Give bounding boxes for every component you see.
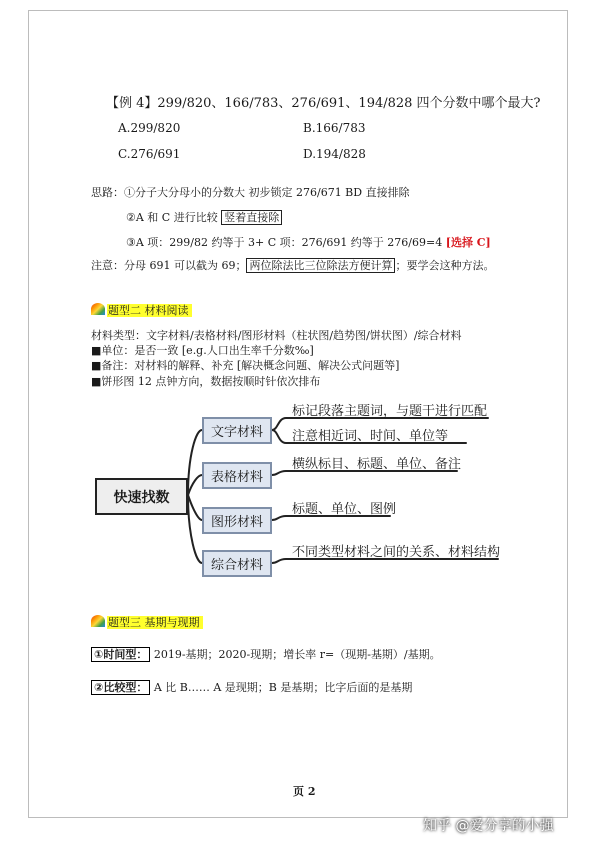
mindmap-branch-graph: 图形材料 bbox=[202, 507, 272, 534]
analysis-line-2 bbox=[126, 209, 282, 225]
analysis-line-3-text: ③A 项：299/82 约等于 3+ C 项：276/691 约等于 276/69=4 bbox=[126, 236, 443, 249]
mindmap-leaf: 标记段落主题词，与题干进行匹配 bbox=[292, 404, 488, 419]
option-b: B.166/783 bbox=[303, 121, 366, 135]
compare-type-text: A 比 B…… A 是现期；B 是基期；比字后面的是基期 bbox=[153, 681, 413, 694]
option-a: A.299/820 bbox=[118, 121, 181, 135]
time-type-label: ①时间型： bbox=[91, 647, 150, 662]
mindmap-branch-composite: 综合材料 bbox=[202, 550, 272, 577]
example-question: 【例 4】299/820、166/783、276/691、194/828 四个分数中哪个最大? bbox=[106, 96, 541, 111]
option-c: C.276/691 bbox=[118, 147, 181, 161]
page-number: 页 2 bbox=[293, 785, 316, 798]
compare-type-label: ②比较型： bbox=[91, 680, 150, 695]
analysis-line-3 bbox=[126, 234, 491, 250]
section2-line-2: ■单位：是否一致 [e.g.人口出生率千分数‰] bbox=[91, 344, 314, 357]
mindmap-branch-text: 文字材料 bbox=[202, 417, 272, 444]
mindmap-leaf: 注意相近词、时间、单位等 bbox=[292, 429, 449, 444]
compare-type-line bbox=[91, 679, 412, 695]
mindmap-leaf: 横纵标目、标题、单位、备注 bbox=[292, 457, 462, 472]
section3-heading bbox=[91, 614, 203, 630]
section3-heading-text: 题型三 基期与现期 bbox=[107, 616, 203, 629]
note-boxed: 两位除法比三位除法方便计算 bbox=[246, 258, 395, 273]
rainbow-icon bbox=[91, 303, 105, 315]
note-suffix: ；要学会这种方法。 bbox=[395, 259, 495, 272]
answer-badge: [选择 C] bbox=[445, 236, 491, 249]
rainbow-icon bbox=[91, 615, 105, 627]
analysis-line-2-boxed: 竖着直接除 bbox=[221, 210, 282, 225]
option-d: D.194/828 bbox=[303, 147, 366, 161]
analysis-line-2-text: ②A 和 C 进行比较 bbox=[126, 211, 218, 224]
analysis-note bbox=[91, 257, 494, 273]
analysis-line-1: 思路：①分子大分母小的分数大 初步锁定 276/671 BD 直接排除 bbox=[91, 186, 410, 199]
mindmap-leaf: 标题、单位、图例 bbox=[292, 502, 397, 517]
mindmap-root: 快速找数 bbox=[95, 478, 188, 515]
time-type-text: 2019-基期；2020-现期；增长率 r=（现期-基期）/基期。 bbox=[153, 648, 441, 661]
watermark: 知乎 @爱分享的小强 bbox=[423, 818, 554, 834]
section2-heading bbox=[91, 302, 192, 318]
section2-line-3: ■备注：对材料的解释、补充 [解决概念问题、解决公式问题等] bbox=[91, 359, 400, 372]
mindmap-branch-table: 表格材料 bbox=[202, 462, 272, 489]
time-type-line bbox=[91, 646, 441, 662]
mindmap-leaf: 不同类型材料之间的关系、材料结构 bbox=[292, 545, 501, 560]
section2-line-4: ■饼形图 12 点钟方向，数据按顺时针依次排布 bbox=[91, 375, 321, 388]
section2-line-1: 材料类型：文字材料/表格材料/图形材料（柱状图/趋势图/饼状图）/综合材料 bbox=[91, 329, 462, 342]
note-prefix: 注意：分母 691 可以截为 69； bbox=[91, 259, 247, 272]
section2-heading-text: 题型二 材料阅读 bbox=[107, 304, 192, 317]
